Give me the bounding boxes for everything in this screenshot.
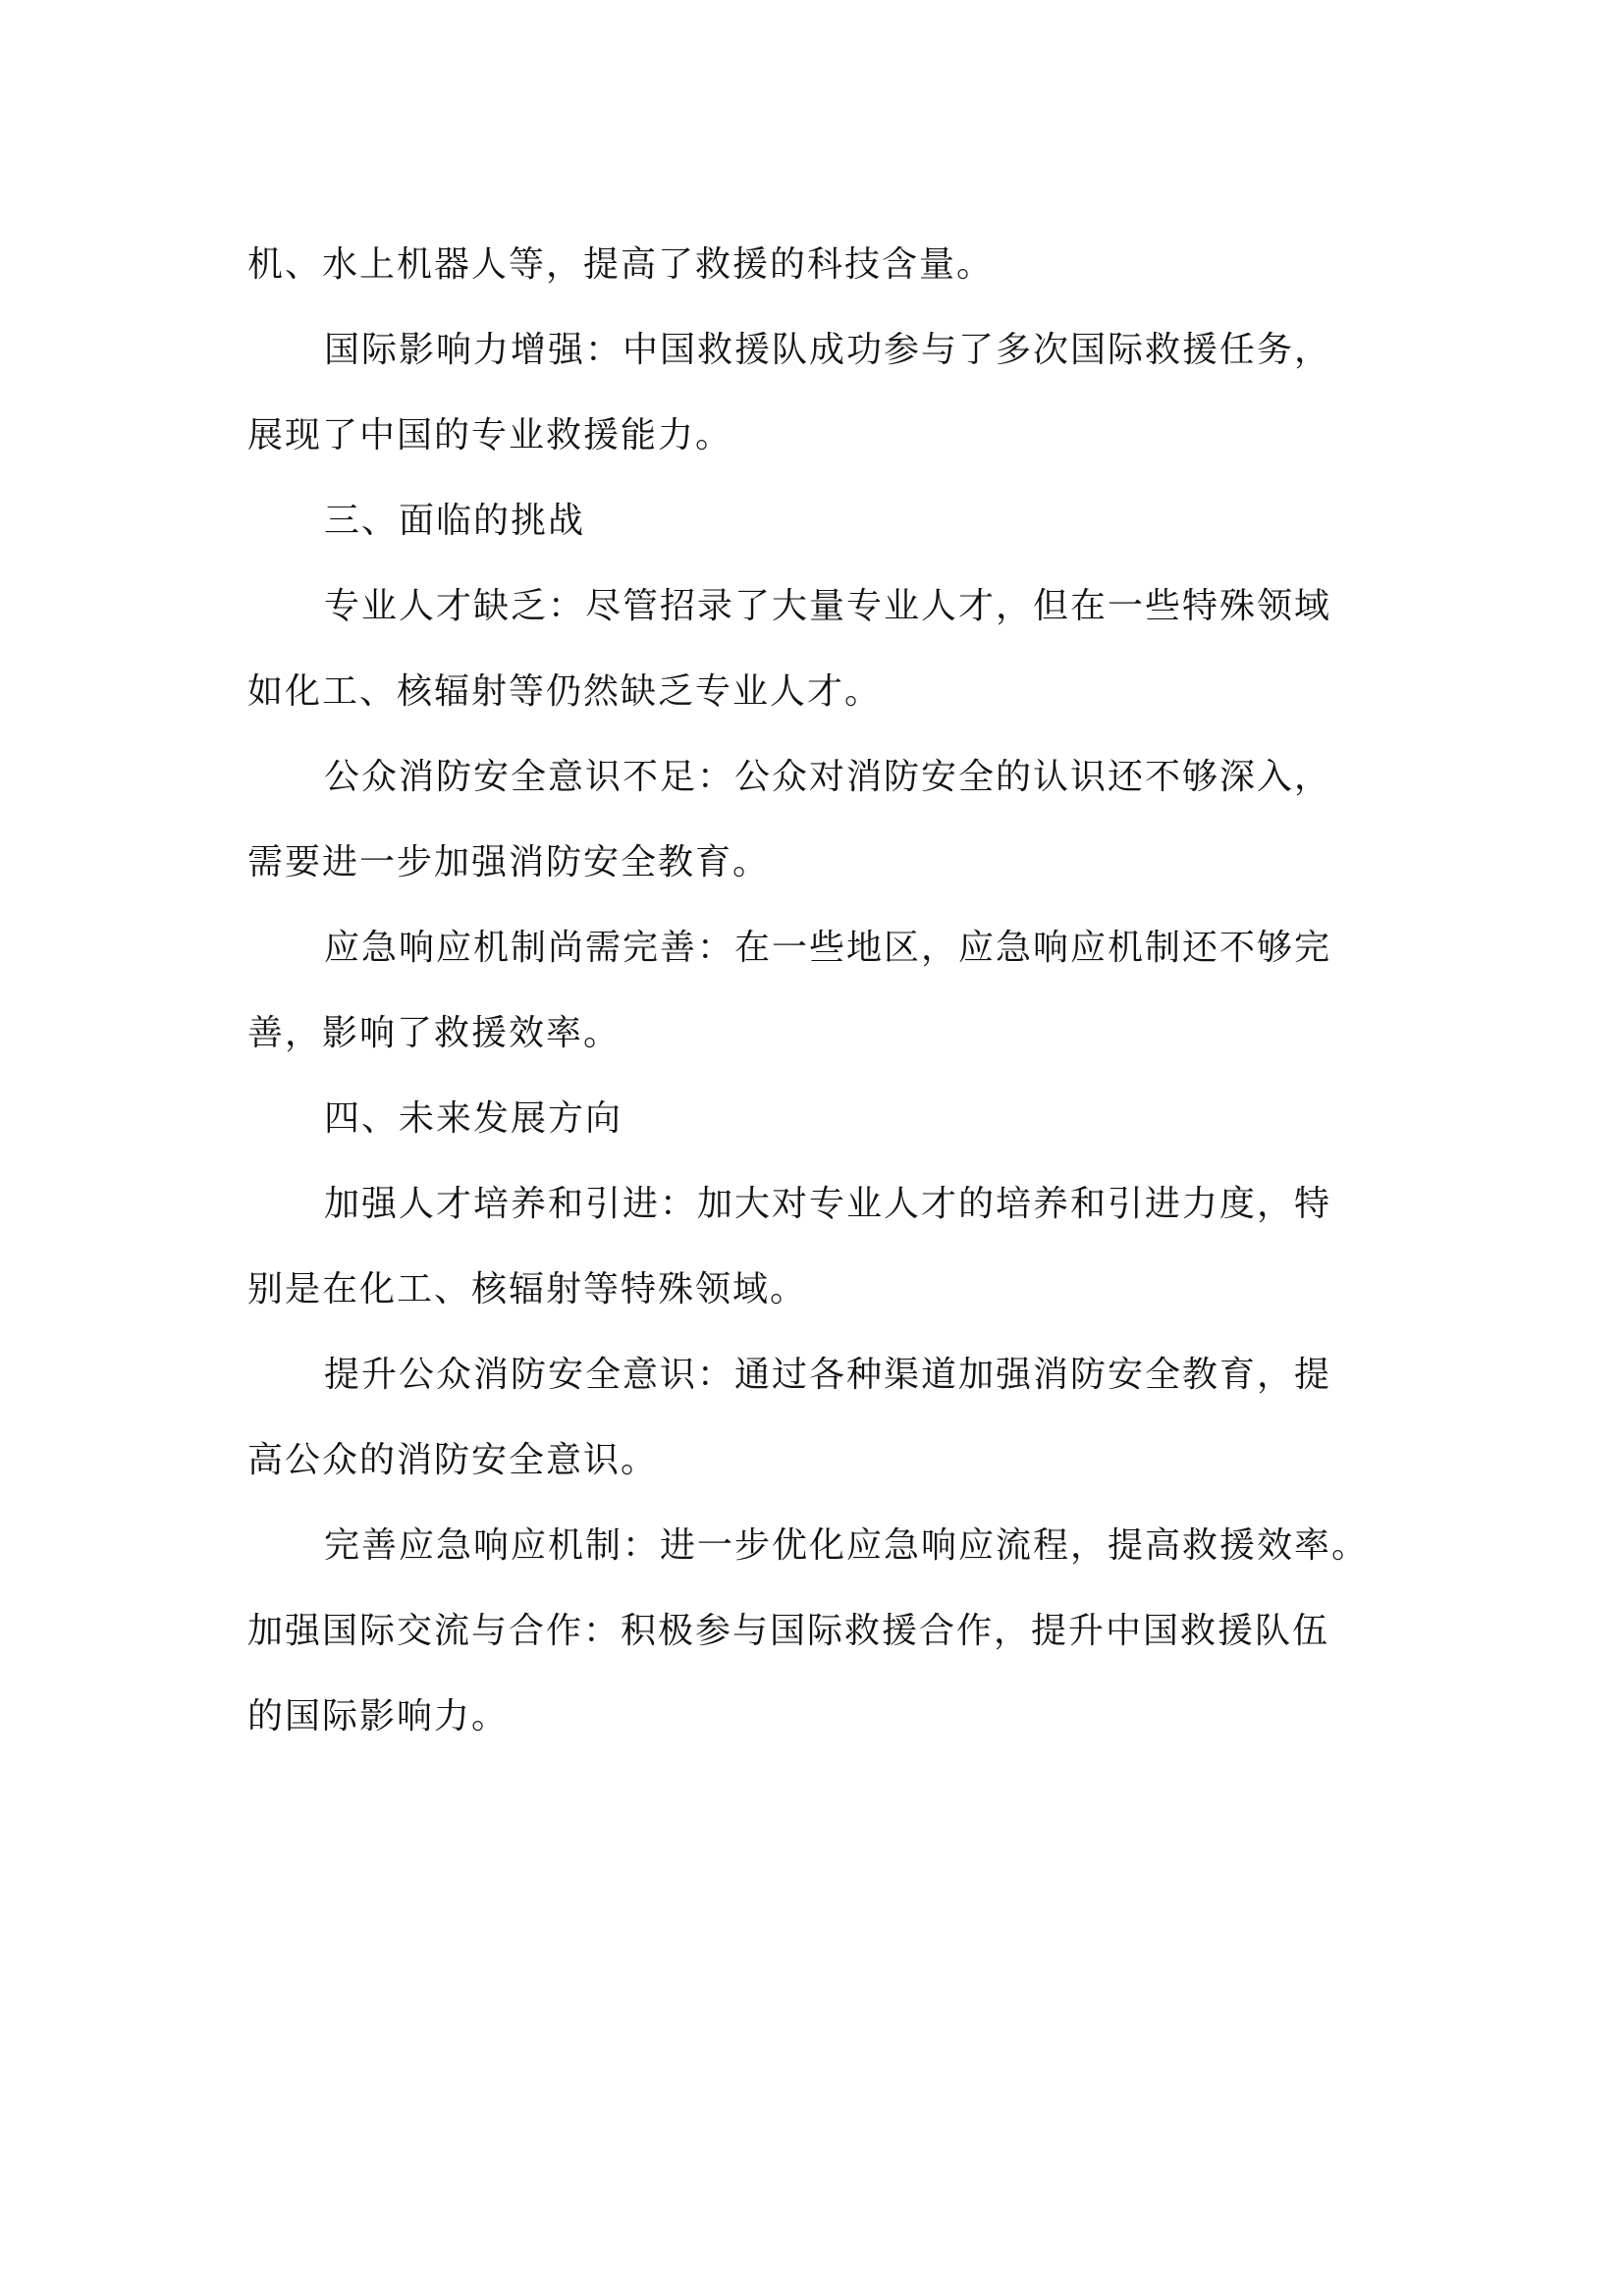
paragraph-line: 善，影响了救援效率。 — [247, 1013, 622, 1053]
paragraph-line: 应急响应机制尚需完善：在一些地区，应急响应机制还不够完 — [324, 928, 1332, 968]
paragraph-line: 如化工、核辐射等仍然缺乏专业人才。 — [247, 671, 883, 712]
paragraph-line: 别是在化工、核辐射等特殊领域。 — [247, 1269, 808, 1309]
paragraph-line: 完善应急响应机制：进一步优化应急响应流程，提高救援效率。 — [324, 1525, 1370, 1566]
paragraph-line: 高公众的消防安全意识。 — [247, 1440, 659, 1480]
paragraph-line: 需要进一步加强消防安全教育。 — [247, 842, 771, 882]
paragraph-line: 展现了中国的专业救援能力。 — [247, 415, 733, 455]
paragraph-line: 加强人才培养和引进：加大对专业人才的培养和引进力度，特 — [324, 1184, 1332, 1224]
paragraph-line: 机、水上机器人等，提高了救援的科技含量。 — [247, 244, 995, 285]
paragraph-line: 公众消防安全意识不足：公众对消防安全的认识还不够深入， — [324, 757, 1332, 797]
paragraph-line: 加强国际交流与合作：积极参与国际救援合作，提升中国救援队伍 — [247, 1611, 1330, 1651]
document-body — [247, 222, 1391, 1759]
paragraph-line: 专业人才缺乏：尽管招录了大量专业人才，但在一些特殊领域 — [324, 586, 1332, 626]
section-heading-challenges: 三、面临的挑战 — [324, 501, 586, 541]
paragraph-line: 提升公众消防安全意识：通过各种渠道加强消防安全教育，提 — [324, 1355, 1332, 1395]
section-heading-future: 四、未来发展方向 — [324, 1098, 623, 1139]
paragraph-line: 国际影响力增强：中国救援队成功参与了多次国际救援任务， — [324, 330, 1332, 370]
paragraph-line: 的国际影响力。 — [247, 1696, 510, 1736]
